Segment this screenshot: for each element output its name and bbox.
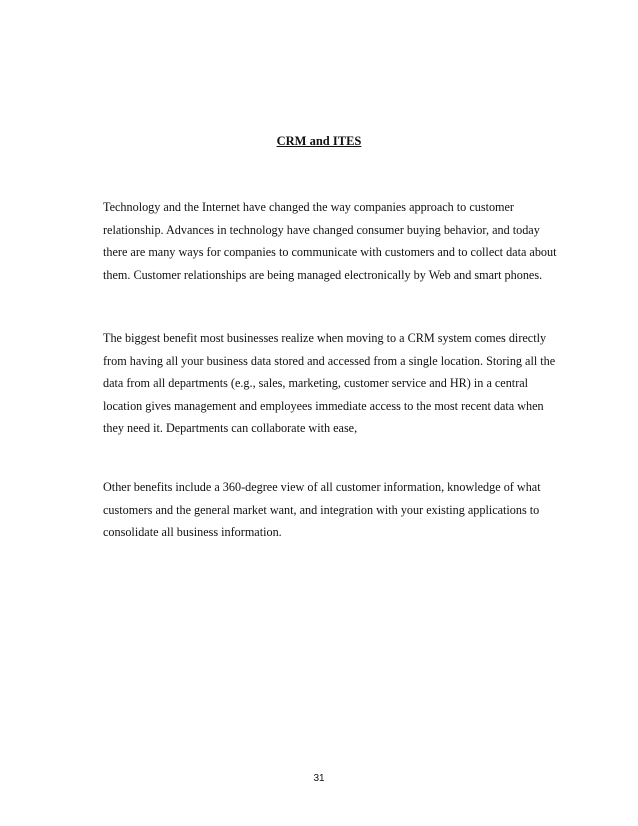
paragraph-line: data from all departments (e.g., sales, marketing, customer service and HR) in a central (103, 376, 529, 390)
paragraph-line: Technology and the Internet have changed the way companies approach to customer (103, 200, 514, 214)
page-title: CRM and ITES (276, 134, 362, 148)
paragraph-other-benefits (103, 476, 573, 544)
paragraph-line: them. Customer relationships are being managed electronically by Web and smart phones. (103, 267, 543, 282)
page-number: 31 (313, 773, 325, 784)
paragraph-line: The biggest benefit most businesses realize when moving to a CRM system comes directly (103, 331, 547, 345)
paragraph-line: location gives management and employees immediate access to the most recent data when (103, 398, 544, 413)
paragraph-line: relationship. Advances in technology have changed consumer buying behavior, and today (103, 222, 540, 237)
paragraph-biggest-benefit (103, 327, 573, 440)
paragraph-line: consolidate all business information. (103, 525, 282, 539)
paragraph-line: they need it. Departments can collaborate with ease, (103, 421, 358, 435)
paragraph-line: there are many ways for companies to communicate with customers and to collect data about (103, 245, 557, 259)
paragraph-line: Other benefits include a 360-degree view of all customer information, knowledge of what (103, 480, 541, 494)
paragraph-technology (103, 196, 573, 286)
paragraph-line: customers and the general market want, and integration with your existing applications to (103, 502, 540, 517)
paragraph-line: from having all your business data stored and accessed from a single location. Storing all the (103, 353, 556, 368)
